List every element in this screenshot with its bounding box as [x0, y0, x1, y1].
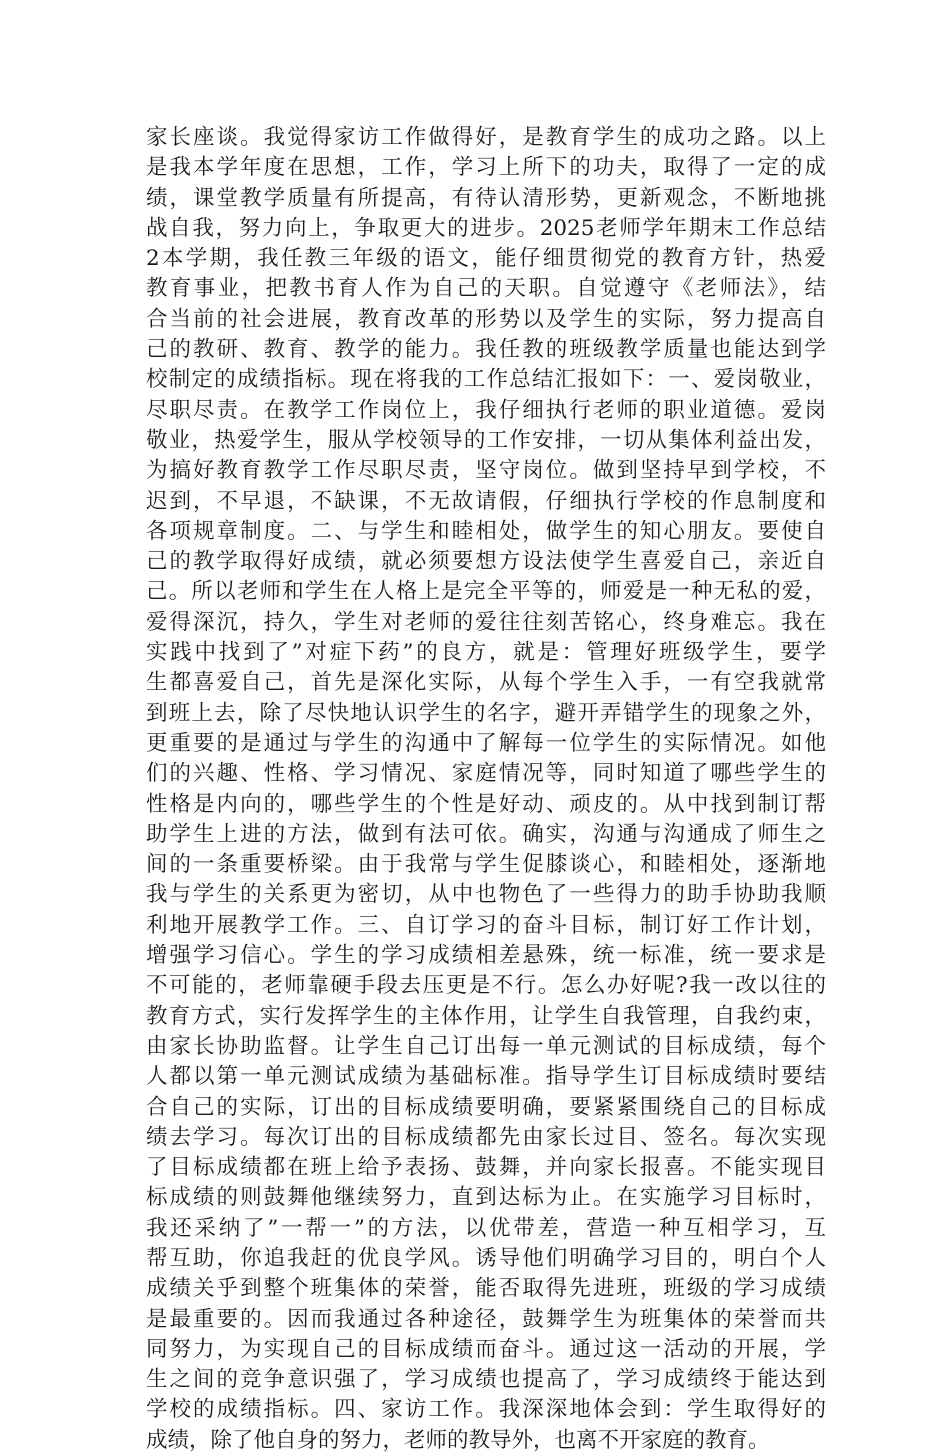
- text-line: 们的兴趣、性格、学习情况、家庭情况等，同时知道了哪些学生的: [146, 761, 826, 787]
- text-line: 己的教研、教育、教学的能力。我任教的班级教学质量也能达到学: [146, 337, 826, 363]
- text-line: 标成绩的则鼓舞他继续努力，直到达标为止。在实施学习目标时，: [146, 1185, 826, 1211]
- text-line: 尽职尽责。在教学工作岗位上，我仔细执行老师的职业道德。爱岗: [146, 397, 826, 423]
- text-line: 不可能的，老师靠硬手段去压更是不行。怎么办好呢?我一改以往的: [146, 973, 826, 999]
- text-line: 教育事业，把教书育人作为自己的天职。自觉遵守《老师法》，结: [146, 276, 826, 302]
- text-line: 2本学期，我任教三年级的语文，能仔细贯彻党的教育方针，热爱: [146, 246, 826, 272]
- text-line: 迟到，不早退，不缺课，不无故请假，仔细执行学校的作息制度和: [146, 488, 826, 514]
- text-line: 爱得深沉，持久，学生对老师的爱往往刻苦铭心，终身难忘。我在: [146, 609, 826, 635]
- text-line: 成绩，除了他自身的努力，老师的教导外，也离不开家庭的教育。: [146, 1427, 770, 1453]
- text-line: 各项规章制度。二、与学生和睦相处，做学生的知心朋友。要使自: [146, 518, 826, 544]
- text-line: 是最重要的。因而我通过各种途径，鼓舞学生为班集体的荣誉而共: [146, 1306, 826, 1332]
- text-line: 我还采纳了”一帮一”的方法，以优带差，营造一种互相学习，互: [146, 1215, 826, 1241]
- text-line: 是我本学年度在思想，工作，学习上所下的功夫，取得了一定的成: [146, 155, 826, 181]
- text-line: 生都喜爱自己，首先是深化实际，从每个学生入手，一有空我就常: [146, 670, 826, 696]
- text-line: 校制定的成绩指标。现在将我的工作总结汇报如下：一、爱岗敬业，: [146, 367, 826, 393]
- text-line: 了目标成绩都在班上给予表扬、鼓舞，并向家长报喜。不能实现目: [146, 1155, 826, 1181]
- text-line: 间的一条重要桥梁。由于我常与学生促膝谈心，和睦相处，逐渐地: [146, 852, 826, 878]
- text-line: 己的教学取得好成绩，就必须要想方设法使学生喜爱自己，亲近自: [146, 549, 826, 575]
- body-text: [146, 123, 826, 1456]
- text-line: 学校的成绩指标。四、家访工作。我深深地体会到：学生取得好的: [146, 1397, 826, 1423]
- text-line: 战自我，努力向上，争取更大的进步。2025老师学年期末工作总结: [146, 215, 826, 241]
- text-line: 绩，课堂教学质量有所提高，有待认清形势，更新观念，不断地挑: [146, 185, 826, 211]
- text-line: 实践中找到了”对症下药”的良方，就是：管理好班级学生，要学: [146, 640, 826, 666]
- text-line: 由家长协助监督。让学生自己订出每一单元测试的目标成绩，每个: [146, 1033, 826, 1059]
- text-line: 成绩关乎到整个班集体的荣誉，能否取得先进班，班级的学习成绩: [146, 1276, 826, 1302]
- text-line: 帮互助，你追我赶的优良学风。诱导他们明确学习目的，明白个人: [146, 1245, 826, 1271]
- text-line: 性格是内向的，哪些学生的个性是好动、顽皮的。从中找到制订帮: [146, 791, 826, 817]
- text-line: 助学生上进的方法，做到有法可依。确实，沟通与沟通成了师生之: [146, 821, 826, 847]
- text-line: 我与学生的关系更为密切，从中也物色了一些得力的助手协助我顺: [146, 882, 826, 908]
- text-line: 己。所以老师和学生在人格上是完全平等的，师爱是一种无私的爱，: [146, 579, 826, 605]
- text-line: 合自己的实际，订出的目标成绩要明确，要紧紧围绕自己的目标成: [146, 1094, 826, 1120]
- text-line: 更重要的是通过与学生的沟通中了解每一位学生的实际情况。如他: [146, 730, 826, 756]
- text-line: 敬业，热爱学生，服从学校领导的工作安排，一切从集体利益出发，: [146, 427, 826, 453]
- text-line: 到班上去，除了尽快地认识学生的名字，避开弄错学生的现象之外，: [146, 700, 826, 726]
- text-line: 教育方式，实行发挥学生的主体作用，让学生自我管理，自我约束，: [146, 1003, 826, 1029]
- text-line: 绩去学习。每次订出的目标成绩都先由家长过目、签名。每次实现: [146, 1124, 826, 1150]
- text-line: 为搞好教育教学工作尽职尽责，坚守岗位。做到坚持早到学校，不: [146, 458, 826, 484]
- text-line: 生之间的竞争意识强了，学习成绩也提高了，学习成绩终于能达到: [146, 1367, 826, 1393]
- text-line: 增强学习信心。学生的学习成绩相差悬殊，统一标准，统一要求是: [146, 943, 826, 969]
- text-line: 同努力，为实现自己的目标成绩而奋斗。通过这一活动的开展，学: [146, 1336, 826, 1362]
- text-line: 人都以第一单元测试成绩为基础标准。指导学生订目标成绩时要结: [146, 1064, 826, 1090]
- text-line: 利地开展教学工作。三、自订学习的奋斗目标，制订好工作计划，: [146, 912, 826, 938]
- text-line: 合当前的社会进展，教育改革的形势以及学生的实际，努力提高自: [146, 306, 826, 332]
- text-line: 家长座谈。我觉得家访工作做得好，是教育学生的成功之路。以上: [146, 125, 826, 150]
